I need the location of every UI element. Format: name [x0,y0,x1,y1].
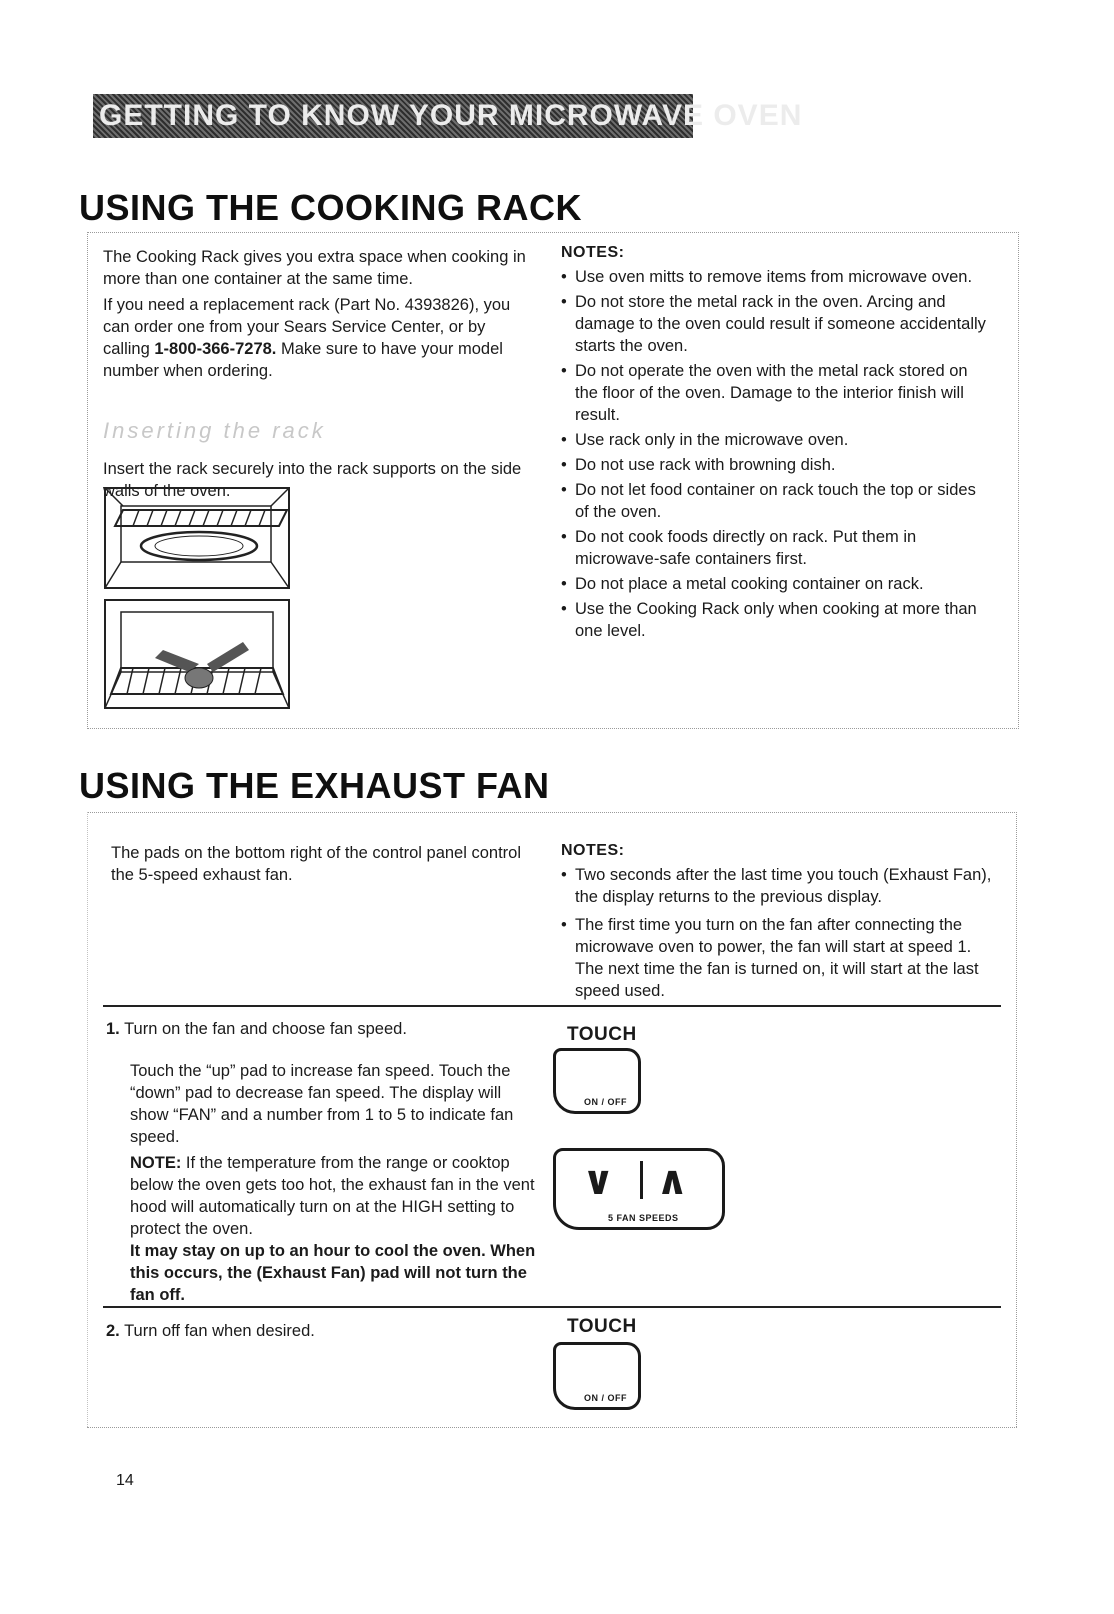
fan-section-bottom-rule [87,1427,1017,1428]
fan-speed-up-button[interactable]: ∧ [656,1159,689,1203]
inserting-rack-subheading: Inserting the rack [103,418,326,443]
step2-title-row [106,1320,546,1342]
step1-divider [103,1005,1001,1007]
fan-section-left-border [87,812,88,1427]
fan-intro: The pads on the bottom right of the control panel control the 5-speed exhaust fan. [111,844,522,884]
step1-note-warning: It may stay on up to an hour to cool the oven. When this occurs, the (Exhaust Fan) pad will not turn the fan off. [130,1242,536,1304]
fan-speed-divider [640,1161,643,1199]
fan-note-item: • The first time you turn on the fan after connecting the microwave oven to power, the fan will start at speed 1. The next time the fan is turned on, it will start at the last speed used. [561,914,1001,1002]
rack-illustration-top [103,486,291,590]
rack-note-item: • Use oven mitts to remove items from microwave oven. [561,266,991,288]
rack-notes-heading: NOTES: [561,244,625,261]
step1-note [130,1152,538,1306]
rack-intro-paragraph-2 [103,294,533,382]
on-off-pad-step2-label: ON / OFF [584,1393,627,1403]
fan-notes [561,842,1001,1002]
rack-note-item: • Use the Cooking Rack only when cooking at more than one level. [561,598,991,642]
rack-note-item: • Use rack only in the microwave oven. [561,429,991,451]
step1-number: 1. [106,1020,120,1038]
service-phone-number: 1-800-366-7278. [154,340,277,358]
step2-number: 2. [106,1322,120,1340]
fan-note-item: • Two seconds after the last time you touch (Exhaust Fan), the display returns to the previous display. [561,864,1001,908]
rack-notes [561,244,991,642]
fan-notes-heading: NOTES: [561,842,625,859]
step2-title: Turn off fan when desired. [124,1322,315,1340]
rack-note-item: • Do not store the metal rack in the oven. Arcing and damage to the oven could result if someone accidentally starts the oven. [561,291,991,357]
on-off-pad-label: ON / OFF [584,1097,627,1107]
rack-illustration-bottom [103,598,291,710]
step1-title: Turn on the fan and choose fan speed. [124,1020,407,1038]
on-off-pad[interactable] [553,1048,641,1114]
insert-rack-instruction: Insert the rack securely into the rack supports on the side walls of the oven. [103,460,522,500]
rack-intro-paragraph-1: The Cooking Rack gives you extra space when cooking in more than one container at the same time. [103,248,526,288]
fan-speed-pad[interactable] [553,1148,725,1230]
fan-section-rule [87,812,1017,813]
fan-speed-down-button[interactable]: ∨ [582,1159,615,1203]
rack-intro [103,246,533,382]
on-off-pad-step2[interactable] [553,1342,641,1410]
rack-note-item: • Do not operate the oven with the metal rack stored on the floor of the oven. Damage to the interior finish will result. [561,360,991,426]
fan-section-title: USING THE EXHAUST FAN [79,765,550,806]
rack-intro-text: If you need a replacement rack (Part No. 4393826), you can order one from your Sears Service Center, or by calling [103,296,511,358]
rack-section-title: USING THE COOKING RACK [79,187,583,228]
rack-note-item: • Do not let food container on rack touch the top or sides of the oven. [561,479,991,523]
step1-note-label: NOTE: [130,1154,182,1172]
page-number: 14 [116,1472,134,1489]
step1-title-row [106,1018,546,1040]
step2-touch-label: TOUCH [567,1316,637,1337]
section-banner: GETTING TO KNOW YOUR MICROWAVE OVEN [93,94,693,138]
rack-intro-text-end: Make sure to have your model number when ordering. [103,340,503,380]
step1-touch-label: TOUCH [567,1024,637,1045]
step2-divider [103,1306,1001,1308]
rack-note-item: • Do not cook foods directly on rack. Put them in microwave-safe containers first. [561,526,991,570]
rack-note-item: • Do not place a metal cooking container on rack. [561,573,991,595]
rack-note-item: • Do not use rack with browning dish. [561,454,991,476]
step1-instructions: Touch the “up” pad to increase fan speed. Touch the “down” pad to decrease fan speed. The display will show “FAN” and a number from 1 to 5 to indicate fan speed. [130,1062,514,1146]
fan-speeds-label: 5 FAN SPEEDS [608,1213,679,1223]
step1-note-text: If the temperature from the range or cooktop below the oven gets too hot, the exhaust fan in the vent hood will automatically turn on at the HIGH setting to protect the oven. [130,1154,535,1238]
fan-section-right-border [1016,812,1017,1427]
